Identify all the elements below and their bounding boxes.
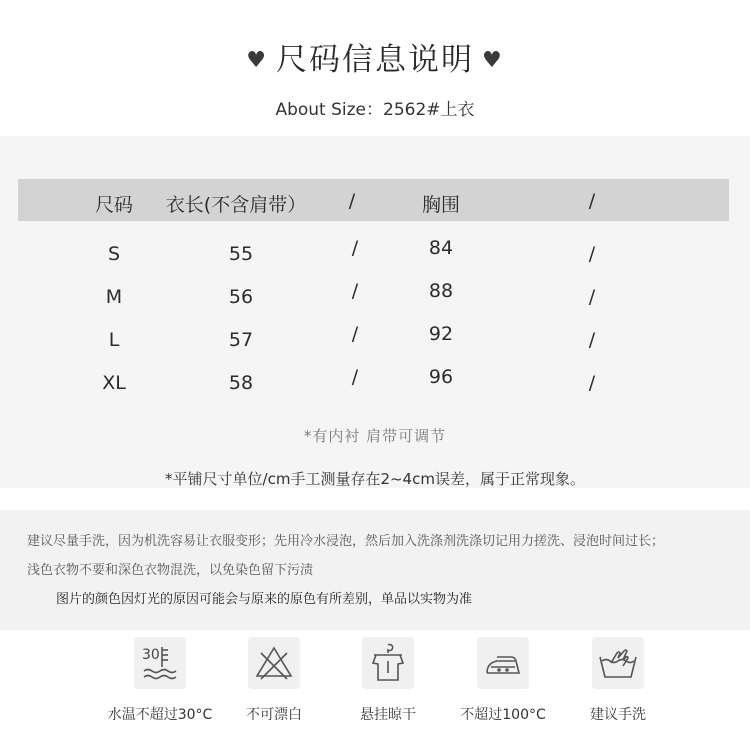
care-line-2: 浅色衣物不要和深色衣物混洗，以免染色留下污渍 <box>27 563 314 578</box>
row-slash-1: / <box>351 366 359 388</box>
row-length: 57 <box>228 329 254 351</box>
table-row <box>18 278 729 318</box>
heart-right-icon: ♥ <box>482 48 504 73</box>
water-temperature-30-icon <box>134 637 186 689</box>
care-icons-section <box>0 630 750 754</box>
row-length: 56 <box>228 286 254 308</box>
no-bleach-icon <box>248 637 300 689</box>
row-slash-1: / <box>351 323 359 345</box>
header-bust: 胸围 <box>421 194 461 216</box>
care-label: 悬挂晾干 <box>360 707 416 723</box>
row-slash-2: / <box>588 243 596 265</box>
care-line-1: 建议尽量手洗，因为机洗容易让衣服变形；先用冷水浸泡，然后加入洗涤剂洗涤切记用力搓洗、浸泡时间过长； <box>27 534 665 549</box>
row-size: XL <box>102 372 126 394</box>
color-disclaimer: 图片的颜色因灯光的原因可能会与原来的原色有所差别，单品以实物为准 <box>56 592 473 607</box>
table-header-row <box>18 179 729 221</box>
care-text-section <box>0 510 750 630</box>
care-label: 水温不超过30°C <box>107 707 213 723</box>
hand-wash-icon <box>592 637 644 689</box>
header <box>0 0 750 136</box>
row-bust: 96 <box>428 366 454 388</box>
care-label: 不可漂白 <box>246 707 302 723</box>
header-slash-2: / <box>588 190 596 212</box>
row-bust: 92 <box>428 323 454 345</box>
row-slash-2: / <box>588 372 596 394</box>
measurement-note: *平铺尺寸单位/cm手工测量存在2~4cm误差，属于正常现象。 <box>165 470 585 488</box>
row-size: S <box>107 243 121 265</box>
temperature-badge: 30 <box>142 647 160 663</box>
heart-left-icon: ♥ <box>246 48 268 73</box>
page-title <box>0 34 750 79</box>
header-length: 衣长(不含肩带） <box>165 194 307 216</box>
row-slash-2: / <box>588 329 596 351</box>
table-row <box>18 364 729 404</box>
lining-note: *有内衬 肩带可调节 <box>303 427 447 445</box>
care-icon-item <box>558 637 678 724</box>
table-row <box>18 321 729 361</box>
row-length: 55 <box>228 243 254 265</box>
row-slash-1: / <box>351 280 359 302</box>
row-slash-2: / <box>588 286 596 308</box>
care-icon-item <box>100 637 220 724</box>
size-section <box>0 136 750 488</box>
care-label: 建议手洗 <box>590 707 646 723</box>
care-icon-item <box>443 637 563 724</box>
care-label: 不超过100°C <box>460 707 546 723</box>
header-size: 尺码 <box>94 194 134 216</box>
row-length: 58 <box>228 372 254 394</box>
iron-100-icon <box>477 637 529 689</box>
row-slash-1: / <box>351 237 359 259</box>
hang-dry-icon <box>362 637 414 689</box>
title-text: 尺码信息说明 <box>276 42 474 78</box>
row-size: L <box>108 329 120 351</box>
subtitle: About Size：2562#上衣 <box>275 100 475 120</box>
header-slash-1: / <box>348 190 356 212</box>
care-icon-item <box>328 637 448 724</box>
row-bust: 88 <box>428 280 454 302</box>
table-row <box>18 235 729 275</box>
row-size: M <box>105 286 123 308</box>
care-icon-item <box>214 637 334 724</box>
row-bust: 84 <box>428 237 454 259</box>
